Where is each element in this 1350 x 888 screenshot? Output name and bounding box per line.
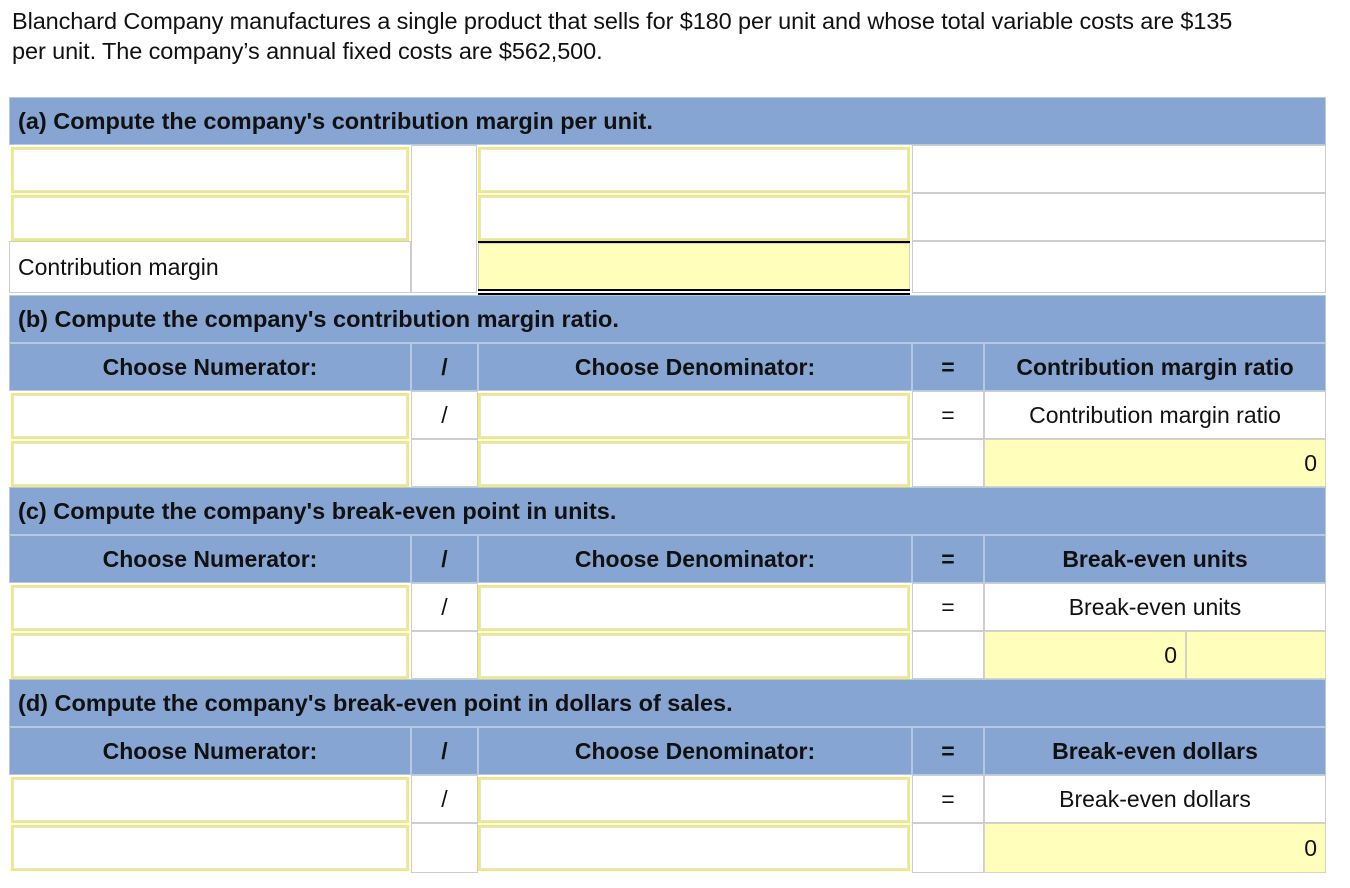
part-b-numerator-header: Choose Numerator: (9, 343, 411, 391)
contribution-margin-result (478, 243, 910, 291)
part-b-divide-header: / (411, 343, 478, 391)
part-a-row2-label-input[interactable] (11, 195, 409, 241)
part-d-denominator-amount-input[interactable] (478, 825, 910, 871)
total-double-rule-top (478, 289, 910, 291)
part-c-row2-equals-blank (912, 631, 984, 679)
part-b-equals-sign: = (912, 391, 984, 439)
part-a-spacer (411, 145, 477, 293)
part-d-row2-divide-blank (411, 823, 478, 873)
part-d-denominator-header: Choose Denominator: (478, 727, 912, 775)
part-d-result-label: Break-even dollars (984, 775, 1326, 823)
part-b-result-label: Contribution margin ratio (984, 391, 1326, 439)
part-b-denominator-amount-input[interactable] (478, 441, 910, 487)
part-a-row1-blank (912, 145, 1326, 193)
part-c-denominator-input[interactable] (478, 585, 910, 631)
part-c-numerator-input[interactable] (11, 585, 409, 631)
part-c-result-header: Break-even units (984, 535, 1326, 583)
part-a-row3-blank (912, 241, 1326, 293)
part-c-numerator-amount-input[interactable] (11, 633, 409, 679)
part-c-divide-header: / (411, 535, 478, 583)
break-even-dollars-result: 0 (984, 823, 1326, 873)
part-b-equals-header: = (912, 343, 984, 391)
problem-statement: Blanchard Company manufactures a single product that sells for $180 per unit and whose total variable costs are $135 per unit. The company’s annual fixed costs are $562,500. (12, 8, 1233, 64)
part-b-denominator-input[interactable] (478, 393, 910, 439)
part-d-result-header: Break-even dollars (984, 727, 1326, 775)
part-c-divide-sign: / (411, 583, 478, 631)
part-b-divide-sign: / (411, 391, 478, 439)
part-d-numerator-header: Choose Numerator: (9, 727, 411, 775)
part-c-numerator-header: Choose Numerator: (9, 535, 411, 583)
part-c-title: (c) Compute the company's break-even point in units. (9, 487, 1326, 535)
part-d-divide-header: / (411, 727, 478, 775)
part-b-numerator-input[interactable] (11, 393, 409, 439)
part-d-divide-sign: / (411, 775, 478, 823)
part-b-row2-equals-blank (912, 439, 984, 487)
break-even-units-result: 0 (984, 631, 1186, 679)
part-c-denominator-amount-input[interactable] (478, 633, 910, 679)
part-d-equals-header: = (912, 727, 984, 775)
part-b-row2-divide-blank (411, 439, 478, 487)
part-b-title: (b) Compute the company's contribution margin ratio. (9, 295, 1326, 343)
part-d-equals-sign: = (912, 775, 984, 823)
part-c-equals-sign: = (912, 583, 984, 631)
part-a-row2-amount-input[interactable] (478, 195, 910, 241)
part-d-denominator-input[interactable] (478, 777, 910, 823)
break-even-units-unit-cell (1186, 631, 1326, 679)
worksheet-table (9, 97, 1326, 873)
part-a-row1-amount-input[interactable] (478, 147, 910, 193)
part-b-result-header: Contribution margin ratio (984, 343, 1326, 391)
part-d-row2-equals-blank (912, 823, 984, 873)
part-d-numerator-input[interactable] (11, 777, 409, 823)
part-d-numerator-amount-input[interactable] (11, 825, 409, 871)
part-a-row2-blank (912, 193, 1326, 241)
part-b-denominator-header: Choose Denominator: (478, 343, 912, 391)
contribution-margin-label: Contribution margin (9, 241, 411, 293)
part-d-title: (d) Compute the company's break-even point in dollars of sales. (9, 679, 1326, 727)
subtotal-rule (478, 241, 910, 243)
part-c-result-label: Break-even units (984, 583, 1326, 631)
part-b-numerator-amount-input[interactable] (11, 441, 409, 487)
part-a-row1-label-input[interactable] (11, 147, 409, 193)
contribution-margin-ratio-result: 0 (984, 439, 1326, 487)
part-c-row2-divide-blank (411, 631, 478, 679)
part-c-equals-header: = (912, 535, 984, 583)
part-a-title: (a) Compute the company's contribution margin per unit. (9, 97, 1326, 145)
part-c-denominator-header: Choose Denominator: (478, 535, 912, 583)
